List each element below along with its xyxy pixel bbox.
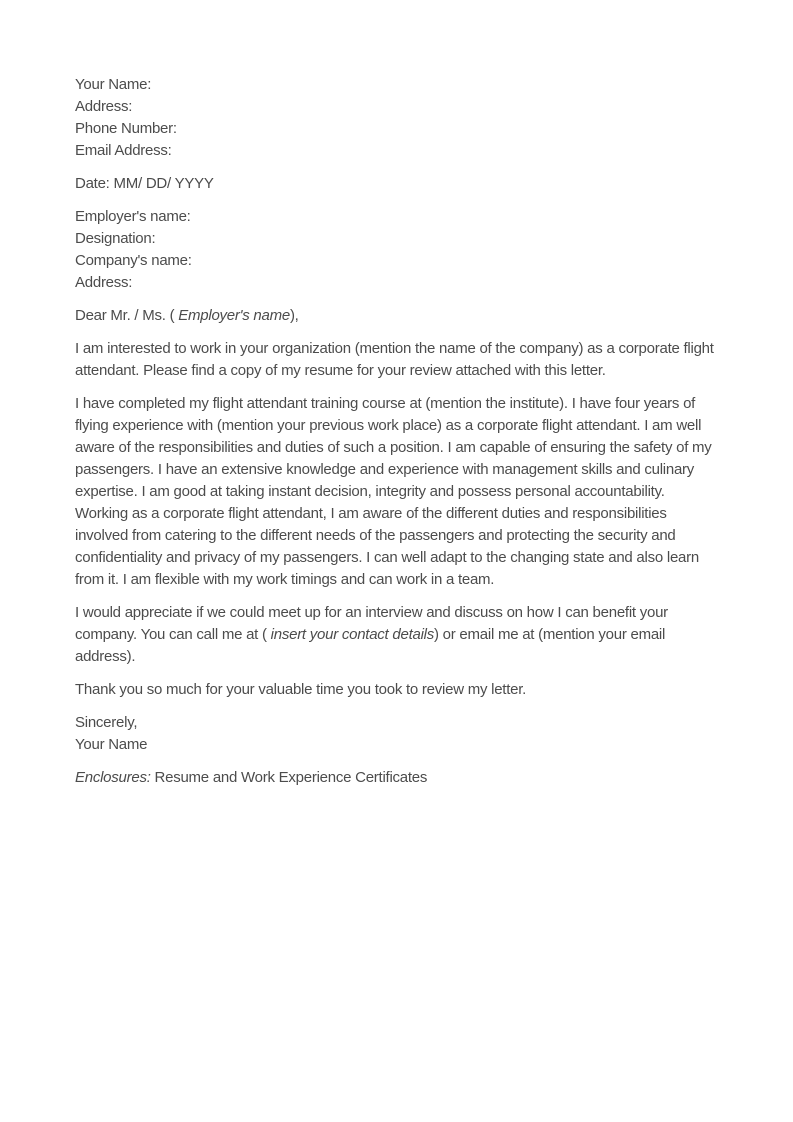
recipient-address-line: Address: (75, 274, 133, 291)
recipient-designation-line: Designation: (75, 230, 156, 247)
enclosures-line (75, 767, 715, 789)
salutation-placeholder: Employer's name (178, 307, 290, 324)
paragraph-interview-suffix: ) or email me at (mention your email address). (75, 626, 666, 665)
paragraph-experience: I have completed my flight attendant training course at (mention the institute). I have four years of flying experience with (mention your previous work place) as a corporate flight attendant. I am well aware of the responsibilities and duties of such a position. I am capable of ensuring the safety of my passengers. I have an extensive knowledge and experience with management skills and culinary expertise. I am good at taking instant decision, integrity and possess personal accountability. Working as a corporate flight attendant, I am aware of the different duties and responsibilities involved from catering to the different needs of the passengers and protecting the security and confidentiality and privacy of my passengers. I can well adapt to the changing state and also learn from it. I am flexible with my work timings and can work in a team. (75, 395, 712, 588)
sender-name-line: Your Name: (75, 76, 152, 93)
salutation-prefix: Dear Mr. / Ms. ( (75, 307, 179, 324)
paragraph-interview-prefix: I would appreciate if we could meet up for an interview and discuss on how I can benefit your company. You can call me at ( (75, 604, 668, 643)
enclosures-label: Enclosures: (75, 769, 151, 786)
closing-signature-line: Your Name (75, 736, 148, 753)
paragraph-thanks: Thank you so much for your valuable time you took to review my letter. (75, 681, 527, 698)
contact-details-placeholder: insert your contact details (270, 626, 435, 643)
closing-sincerely-line: Sincerely, (75, 714, 138, 731)
recipient-block (75, 206, 715, 294)
salutation-suffix: ), (289, 307, 299, 324)
paragraph-intro: I am interested to work in your organization (mention the name of the company) as a corporate flight attendant. Please find a copy of my resume for your review attached with this letter. (75, 340, 714, 379)
sender-phone-line: Phone Number: (75, 120, 177, 137)
recipient-company-line: Company's name: (75, 252, 192, 269)
date-line: Date: MM/ DD/ YYYY (75, 175, 214, 192)
closing-block (75, 712, 715, 756)
sender-address-line: Address: (75, 98, 133, 115)
enclosures-text: Resume and Work Experience Certificates (150, 769, 428, 786)
paragraph-interview (75, 602, 715, 668)
sender-block (75, 74, 715, 162)
sender-email-line: Email Address: (75, 142, 172, 159)
recipient-employer-line: Employer's name: (75, 208, 191, 225)
salutation (75, 305, 715, 327)
